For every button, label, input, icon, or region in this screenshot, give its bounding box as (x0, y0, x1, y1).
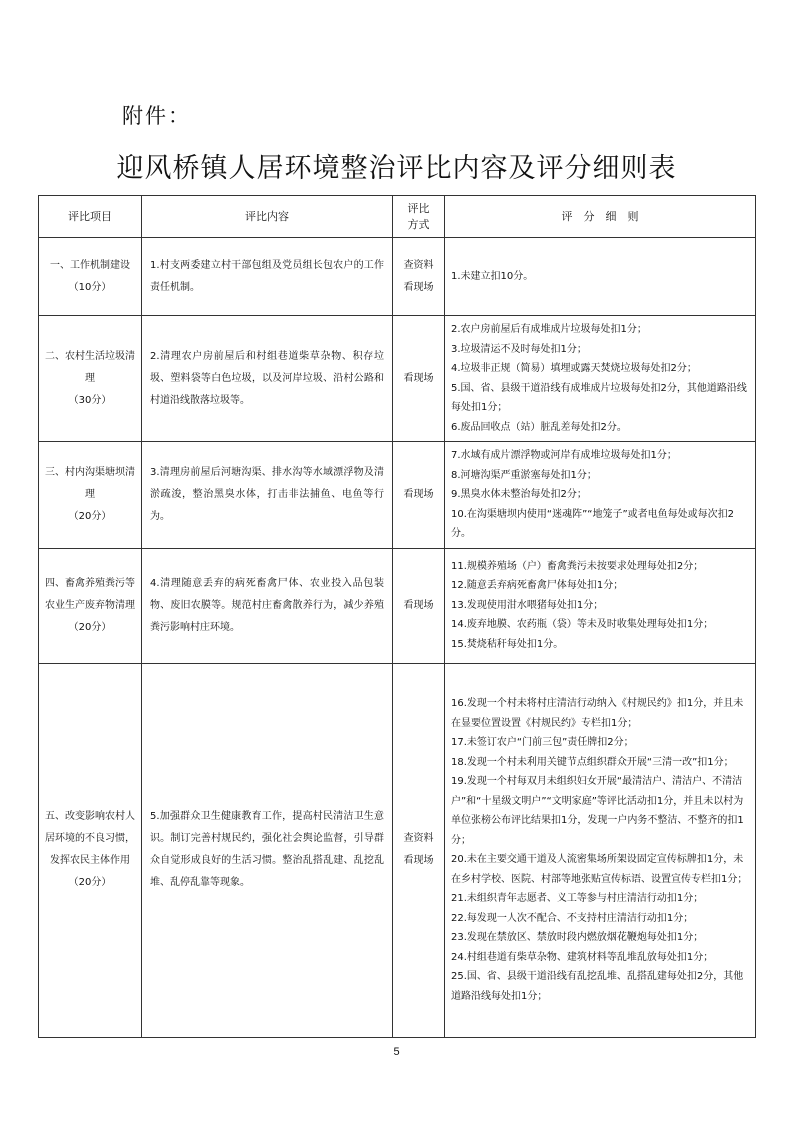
row-method: 看现场 (393, 548, 445, 663)
rule-line: 21.未组织青年志愿者、义工等参与村庄清洁行动扣1分； (451, 893, 704, 904)
row-rules (445, 316, 756, 442)
rule-line: 25.国、省、县级干道沿线有乱挖乱堆、乱搭乱建每处扣2分，其他道路沿线每处扣1分； (451, 971, 744, 1002)
table-row (39, 442, 756, 549)
table-header-row (39, 196, 756, 238)
rule-line: 12.随意丢弃病死畜禽尸体每处扣1分； (451, 580, 624, 592)
rule-line: 24.村组巷道有柴草杂物、建筑材料等乱堆乱放每处扣1分； (451, 951, 714, 963)
row-item: 一、工作机制建设 （10分） (39, 238, 142, 316)
rule-line: 4.垃圾非正规（简易）填埋或露天焚烧垃圾每处扣2分； (451, 363, 697, 374)
table-row (39, 548, 756, 663)
row-content: 4.清理随意丢弃的病死畜禽尸体、农业投入品包装物、废旧农膜等。规范村庄畜禽散养行为，减少养殖粪污影响村庄环境。 (142, 548, 393, 663)
row-item: 三、村内沟渠塘坝清理 （20分） (39, 442, 142, 549)
row-content: 2.清理农户房前屋后和村组巷道柴草杂物、积存垃圾、塑料袋等白色垃圾，以及河岸垃圾、沿村公路和村道沿线散落垃圾等。 (142, 316, 393, 442)
rule-line: 7.水域有成片漂浮物或河岸有成堆垃圾每处扣1分； (451, 450, 677, 461)
rule-line: 1.未建立扣10分。 (451, 270, 534, 282)
row-method: 查资料 看现场 (393, 238, 445, 316)
row-item: 五、改变影响农村人居环境的不良习惯，发挥农民主体作用 （20分） (39, 663, 142, 1037)
row-method: 查资料 看现场 (393, 663, 445, 1037)
attachment-label: 附件： (122, 104, 191, 128)
rule-line: 20.未在主要交通干道及人流密集场所架设固定宣传标牌扣1分，未在乡村学校、医院、村部等地张贴宣传标语、设置宣传专栏扣1分； (451, 854, 748, 885)
rule-line: 18.发现一个村未利用关键节点组织群众开展“三清一改”扣1分； (451, 756, 734, 768)
table-row (39, 663, 756, 1037)
header-content: 评比内容 (142, 196, 393, 238)
rule-line: 16.发现一个村未将村庄清洁行动纳入《村规民约》扣1分，并且未在显要位置设置《村规民约》专栏扣1分； (451, 698, 744, 729)
rule-line: 19.发现一个村每双月未组织妇女开展“最清洁户、清洁户、不清洁户”和“十星级文明户”“文明家庭”等评比活动扣1分，并且未以村为单位张榜公布评比结果扣1分，发现一户内务不整洁、不整齐的扣1分； (451, 776, 744, 846)
rule-line: 11.规模养殖场（户）畜禽粪污未按要求处理每处扣2分； (451, 560, 704, 572)
header-item: 评比项目 (39, 196, 142, 238)
page-number: 5 (393, 1046, 400, 1058)
header-method: 评比 方式 (393, 196, 445, 238)
scoring-table (38, 195, 756, 1038)
rule-line: 8.河塘沟渠严重淤塞每处扣1分； (451, 469, 597, 481)
rule-line: 15.焚烧秸秆每处扣1分。 (451, 638, 564, 650)
rule-line: 5.国、省、县级干道沿线有成堆成片垃圾每处扣2分，其他道路沿线每处扣1分； (451, 382, 747, 413)
row-content: 3.清理房前屋后河塘沟渠、排水沟等水域漂浮物及清淤疏浚，整治黑臭水体，打击非法捕鱼、电鱼等行为。 (142, 442, 393, 549)
rule-line: 2.农户房前屋后有成堆成片垃圾每处扣1分； (451, 324, 647, 335)
rule-line: 10.在沟渠塘坝内使用“迷魂阵”“地笼子”或者电鱼每处或每次扣2分。 (451, 508, 734, 539)
row-rules (445, 238, 756, 316)
row-method: 看现场 (393, 316, 445, 442)
rule-line: 6.废品回收点（站）脏乱差每处扣2分。 (451, 421, 627, 433)
row-item: 四、畜禽养殖粪污等农业生产废弃物清理 （20分） (39, 548, 142, 663)
table-row (39, 238, 756, 316)
row-content: 1.村支两委建立村干部包组及党员组长包农户的工作责任机制。 (142, 238, 393, 316)
table-row (39, 316, 756, 442)
rule-line: 3.垃圾清运不及时每处扣1分； (451, 343, 587, 355)
document-title: 迎风桥镇人居环境整治评比内容及评分细则表 (116, 153, 677, 184)
rule-line: 14.废弃地膜、农药瓶（袋）等未及时收集处理每处扣1分； (451, 619, 714, 631)
row-content: 5.加强群众卫生健康教育工作，提高村民清洁卫生意识。制订完善村规民约，强化社会舆论监督，引导群众自觉形成良好的生活习惯。整治乱搭乱建、乱挖乱堆、乱停乱靠等现象。 (142, 663, 393, 1037)
row-rules (445, 442, 756, 549)
row-item: 二、农村生活垃圾清理 （30分） (39, 316, 142, 442)
rule-line: 17.未签订农户“门前三包”责任牌扣2分； (451, 737, 634, 748)
rule-line: 22.每发现一人次不配合、不支持村庄清洁行动扣1分； (451, 912, 694, 924)
rule-line: 13.发现使用泔水喂猪每处扣1分； (451, 599, 604, 611)
rule-line: 23.发现在禁放区、禁放时段内燃放烟花鞭炮每处扣1分； (451, 932, 704, 943)
rule-line: 9.黑臭水体未整治每处扣2分； (451, 489, 587, 500)
header-rules: 评 分 细 则 (445, 196, 756, 238)
row-rules (445, 548, 756, 663)
row-method: 看现场 (393, 442, 445, 549)
row-rules (445, 663, 756, 1037)
